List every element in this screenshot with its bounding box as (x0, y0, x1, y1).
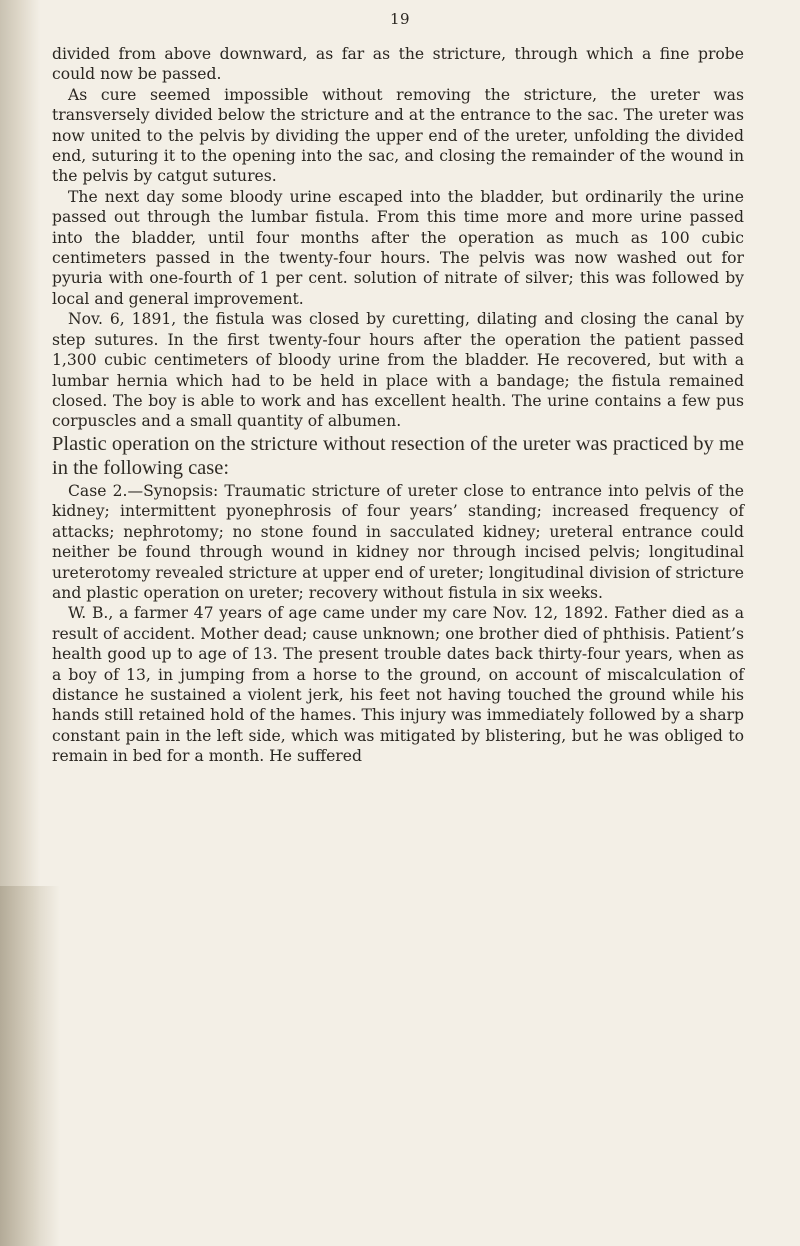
section-heading-plastic-operation: Plastic operation on the stricture without resection of the ureter was practiced by me in the following case: (52, 432, 744, 480)
page-number: 19 (389, 10, 411, 28)
paragraph-case-2-synopsis: Case 2.—Synopsis: Traumatic stricture of ureter close to entrance into pelvis of the kidney; intermittent pyonephrosis of four years’ standing; increased frequency of attacks; nephrotomy; no stone found in sacculated kidney; ureteral entrance could neither be found through wound in kidney nor through incised pelvis; longitudinal ureterotomy revealed stricture at upper end of ureter; longitudinal division of stricture and plastic operation on ureter; recovery without fistula in six weeks. (52, 481, 744, 602)
paragraph-postoperative-course: The next day some bloody urine escaped into the bladder, but ordinarily the urine passed out through the lumbar fistula. From this time more and more urine passed into the bladder, until four months after the operation as much as 100 cubic centimeters passed in the twenty-four hours. The pelvis was now washed out for pyuria with one-fourth of 1 per cent. solution of nitrate of silver; this was followed by local and general improvement. (52, 187, 744, 308)
paragraph-ureter-union: As cure seemed impossible without removing the stricture, the ureter was transversely divided below the stricture and at the entrance to the sac. The ureter was now united to the pelvis by dividing the upper end of the ureter, unfolding the divided end, suturing it to the opening into the sac, and closing the remainder of the wound in the pelvis by catgut sutures. (52, 85, 744, 186)
page-body (52, 44, 744, 767)
paragraph-fistula-closure: Nov. 6, 1891, the fistula was closed by curetting, dilating and closing the canal by step sutures. In the first twenty-four hours after the operation the patient passed 1,300 cubic centimeters of bloody urine from the bladder. He recovered, but with a lumbar hernia which had to be held in place with a bandage; the fistula remained closed. The boy is able to work and has excellent health. The urine contains a few pus corpuscles and a small quantity of albumen. (52, 310, 744, 431)
paragraph-case-2-history: W. B., a farmer 47 years of age came under my care Nov. 12, 1892. Father died as a result of accident. Mother dead; cause unknown; one brother died of phthisis. Patient’s health good up to age of 13. The present trouble dates back thirty-four years, when as a boy of 13, in jumping from a horse to the ground, on account of miscalculation of distance he sustained a violent jerk, his feet not having touched the ground while his hands still retained hold of the hames. This injury was immediately followed by a sharp constant pain in the left side, which was mitigated by blistering, but he was obliged to remain in bed for a month. He suffered (52, 604, 744, 766)
page-gutter-shadow-bottom (0, 886, 60, 1246)
paragraph-stricture-division: divided from above downward, as far as the stricture, through which a fine probe could now be passed. (52, 45, 744, 84)
